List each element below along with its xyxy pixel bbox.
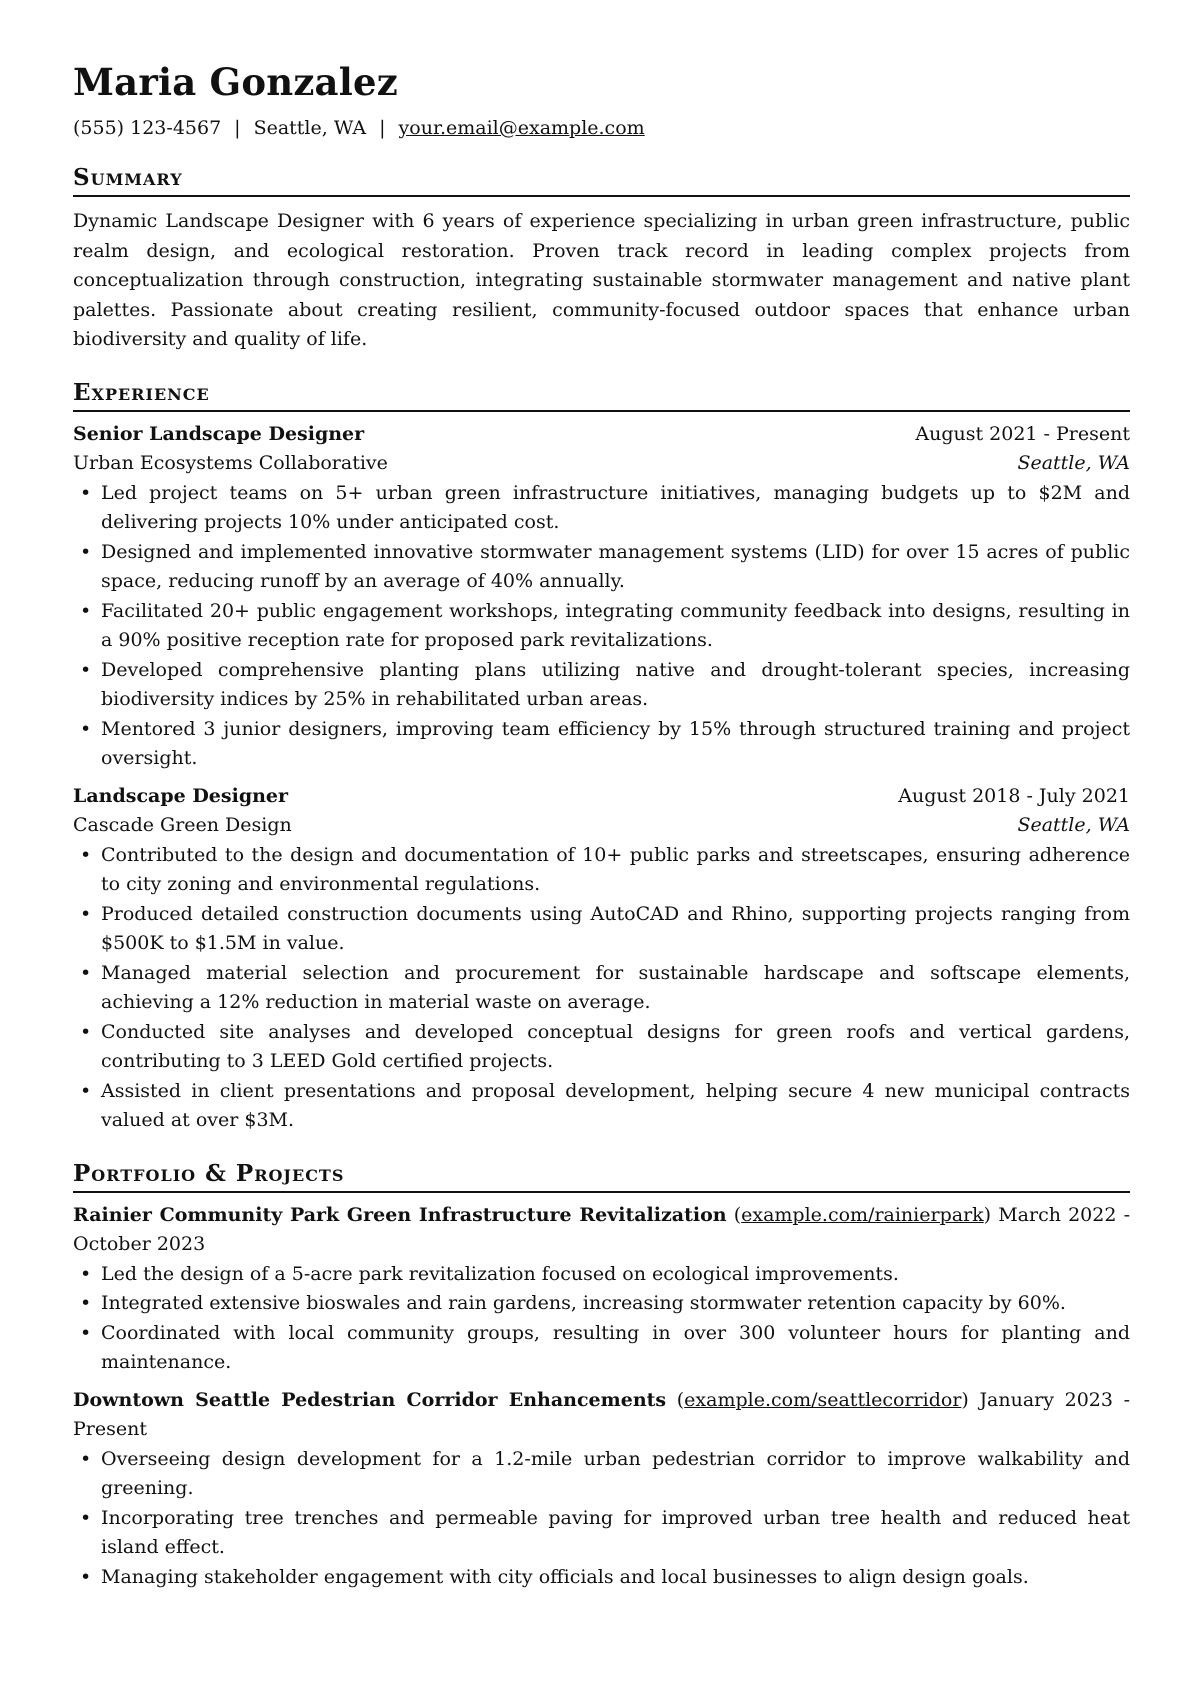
project-bullets: [73, 1445, 1130, 1593]
bullet-item: [73, 597, 1130, 656]
bullet-item: [73, 656, 1130, 715]
bullet-icon: •: [80, 1447, 92, 1470]
bullet-text: Facilitated 20+ public engagement workshops, integrating community feedback into designs, resulting in a 90% positive reception rate for proposed park revitalizations.: [101, 599, 1130, 651]
contact-separator: |: [234, 117, 241, 139]
bullet-item: [73, 1289, 1130, 1319]
job-bullets: [73, 479, 1130, 774]
job-bullets: [73, 841, 1130, 1136]
section-heading-summary: Summary: [73, 164, 1130, 197]
bullet-item: [73, 1319, 1130, 1378]
project-header: Downtown Seattle Pedestrian Corridor Enhancements (example.com/seattlecorridor) January 2023 - Present: [73, 1388, 1131, 1440]
candidate-name: Maria Gonzalez: [73, 60, 398, 104]
project-entry: [73, 1201, 1130, 1378]
bullet-icon: •: [80, 1565, 92, 1588]
job-entry: [73, 782, 1130, 1136]
bullet-icon: •: [80, 599, 92, 622]
bullet-icon: •: [80, 1292, 92, 1314]
bullet-text: Managed material selection and procurement for sustainable hardscape and softscape elements, achieving a 12% reduction in material waste on average.: [101, 961, 1130, 1013]
bullet-item: [73, 715, 1130, 774]
bullet-item: [73, 900, 1130, 959]
bullet-text: Developed comprehensive planting plans utilizing native and drought-tolerant species, increasing biodiversity indices by 25% in rehabilitated urban areas.: [101, 658, 1130, 710]
bullet-text: Integrated extensive bioswales and rain gardens, increasing stormwater retention capacity by 60%.: [101, 1292, 1066, 1314]
bullet-icon: •: [80, 1020, 92, 1043]
bullet-item: [73, 1504, 1130, 1563]
job-location: Seattle, WA: [1017, 452, 1130, 474]
bullet-text: Led project teams on 5+ urban green infrastructure initiatives, managing budgets up to $2M and delivering projects 10% under anticipated cost.: [101, 481, 1130, 533]
project-dates: January 2023 - Present: [73, 1388, 1131, 1440]
contact-line: [73, 116, 1130, 140]
bullet-text: Managing stakeholder engagement with city officials and local businesses to align design goals.: [101, 1565, 1029, 1588]
bullet-icon: •: [80, 961, 92, 984]
bullet-item: [73, 1445, 1130, 1504]
location: Seattle, WA: [253, 117, 367, 139]
section-heading-experience: Experience: [73, 379, 1130, 412]
bullet-item: [73, 538, 1130, 597]
project-entry: [73, 1386, 1130, 1593]
job-location: Seattle, WA: [1017, 814, 1130, 836]
job-entry: [73, 420, 1130, 774]
job-dates: August 2018 - July 2021: [898, 784, 1130, 807]
bullet-text: Coordinated with local community groups, resulting in over 300 volunteer hours for planting and maintenance.: [101, 1321, 1130, 1373]
bullet-text: Conducted site analyses and developed conceptual designs for green roofs and vertical gardens, contributing to 3 LEED Gold certified projects.: [101, 1020, 1130, 1072]
bullet-item: [73, 1563, 1130, 1593]
company-name: Cascade Green Design: [73, 814, 292, 836]
bullet-text: Overseeing design development for a 1.2-mile urban pedestrian corridor to improve walkability and greening.: [101, 1447, 1130, 1499]
bullet-icon: •: [80, 1262, 92, 1285]
bullet-text: Assisted in client presentations and proposal development, helping secure 4 new municipal contracts valued at over $3M.: [101, 1079, 1130, 1131]
project-title: Downtown Seattle Pedestrian Corridor Enhancements: [73, 1388, 667, 1411]
job-title: Landscape Designer: [73, 784, 289, 807]
job-title: Senior Landscape Designer: [73, 422, 365, 445]
job-dates: August 2021 - Present: [915, 422, 1130, 445]
bullet-text: Contributed to the design and documentation of 10+ public parks and streetscapes, ensuring adherence to city zoning and environmental regulations.: [101, 843, 1130, 895]
bullet-icon: •: [80, 717, 92, 740]
bullet-icon: •: [80, 843, 92, 866]
project-header: Rainier Community Park Green Infrastructure Revitalization (example.com/rainierpark) March 2022 - October 2023: [73, 1203, 1130, 1255]
bullet-item: [73, 1077, 1130, 1136]
phone-number: (555) 123-4567: [73, 117, 222, 139]
bullet-item: [73, 959, 1130, 1018]
bullet-text: Produced detailed construction documents using AutoCAD and Rhino, supporting projects ranging from $500K to $1.5M in value.: [101, 902, 1130, 954]
bullet-icon: •: [80, 902, 92, 925]
summary-text: Dynamic Landscape Designer with 6 years of experience specializing in urban green infrastructure, public realm design, and ecological restoration. Proven track record in leading complex projects from conceptualization through construction, integrating sustainable stormwater management and native plant palettes. Passionate about creating resilient, community-focused outdoor spaces that enhance urban biodiversity and quality of life.: [73, 210, 1130, 350]
bullet-icon: •: [80, 658, 92, 681]
bullet-text: Led the design of a 5-acre park revitalization focused on ecological improvements.: [101, 1262, 899, 1285]
project-bullets: [73, 1260, 1130, 1378]
bullet-text: Incorporating tree trenches and permeable paving for improved urban tree health and reduced heat island effect.: [101, 1506, 1130, 1558]
bullet-icon: •: [80, 1079, 92, 1102]
bullet-item: [73, 479, 1130, 538]
contact-separator: |: [379, 117, 386, 139]
email-link[interactable]: your.email@example.com: [398, 117, 645, 139]
company-name: Urban Ecosystems Collaborative: [73, 452, 388, 474]
bullet-icon: •: [80, 1506, 92, 1529]
project-dates: March 2022 - October 2023: [73, 1203, 1130, 1255]
bullet-icon: •: [80, 1321, 92, 1344]
section-heading-projects: Portfolio & Projects: [73, 1160, 1130, 1193]
bullet-text: Mentored 3 junior designers, improving team efficiency by 15% through structured training and project oversight.: [101, 717, 1130, 769]
bullet-item: [73, 1260, 1130, 1290]
bullet-item: [73, 841, 1130, 900]
bullet-item: [73, 1018, 1130, 1077]
bullet-text: Designed and implemented innovative stormwater management systems (LID) for over 15 acres of public space, reducing runoff by an average of 40% annually.: [101, 540, 1130, 592]
project-link[interactable]: example.com/rainierpark: [741, 1203, 984, 1226]
bullet-icon: •: [80, 481, 92, 504]
bullet-icon: •: [80, 540, 92, 563]
project-link[interactable]: example.com/seattlecorridor: [684, 1388, 962, 1411]
project-title: Rainier Community Park Green Infrastructure Revitalization: [73, 1203, 727, 1226]
